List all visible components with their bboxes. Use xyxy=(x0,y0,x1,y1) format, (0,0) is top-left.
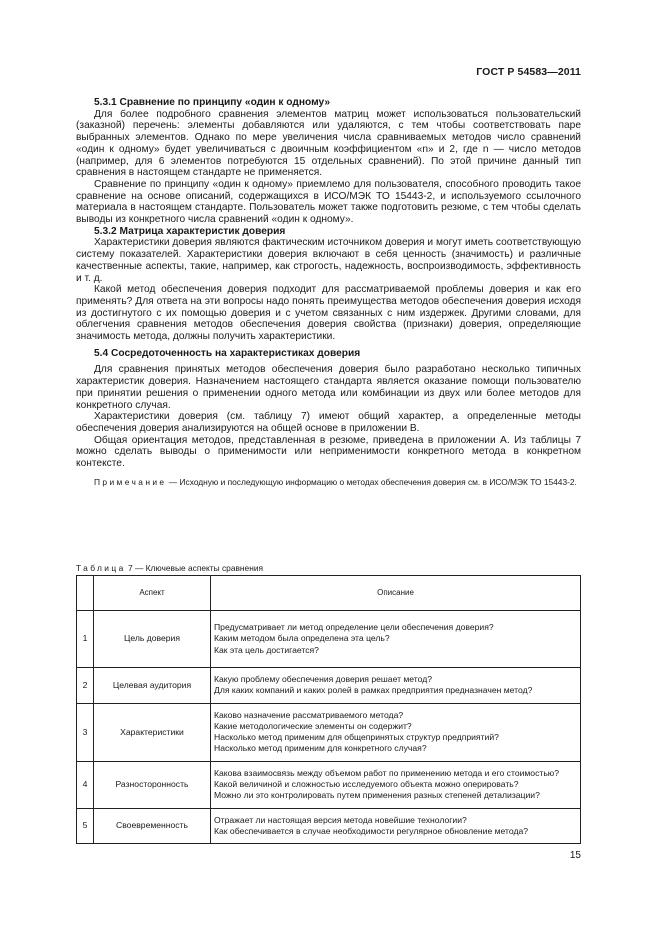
header-aspect: Аспект xyxy=(94,576,211,611)
section-5-4-paragraph-3: Общая ориентация методов, представленная в резюме, приведена в приложении А. Из таблицы 7 можно сделать выводы о применимости или неприменимости конкретного метода в конкретном контексте. xyxy=(76,434,581,470)
note xyxy=(76,477,581,488)
description-line: Как обеспечивается в случае необходимости регулярное обновление метода? xyxy=(214,825,529,836)
section-5-3-2-paragraph-1: Характеристики доверия являются фактическим источником доверия и могут иметь соответствующую систему показателей. Характеристики доверия включают в себя ценность (значимость) и различные качественные аспекты, такие, например, как строгость, надежность, воспроизводимость, эффективность и т. д. xyxy=(76,237,581,284)
description-line: Какой величиной и сложностью исследуемого объекта можно оперировать? xyxy=(214,779,519,790)
row-description xyxy=(211,668,581,704)
comparison-table xyxy=(76,575,581,844)
row-aspect: Цель доверия xyxy=(94,611,211,668)
row-num: 4 xyxy=(77,761,94,808)
description-line: Какую проблему обеспечения доверия решает метод? xyxy=(214,674,433,684)
description-line: Каково назначение рассматриваемого метода? xyxy=(214,709,404,720)
row-num: 1 xyxy=(77,611,94,668)
table-row xyxy=(77,703,581,761)
row-num: 3 xyxy=(77,703,94,761)
table-row xyxy=(77,808,581,844)
row-aspect: Целевая аудитория xyxy=(94,668,211,704)
section-5-3-1-paragraph-2: Сравнение по принципу «один к одному» приемлемо для пользователя, способного проводить такое сравнение на основе описаний, содержащихся в ИСО/МЭК ТО 15443-2, и используемого ссылочного материала в настоящем стандарте. Пользователь может также подготовить резюме, с тем чтобы сделать выводы из конкретного числа сравнений «один к одному». xyxy=(76,178,581,226)
table-row xyxy=(77,668,581,704)
note-label: Примечание xyxy=(94,476,167,487)
row-num: 5 xyxy=(77,808,94,844)
row-aspect: Разносторонность xyxy=(94,761,211,808)
table-row xyxy=(77,761,581,808)
row-aspect: Характеристики xyxy=(94,703,211,761)
table-caption-text: 7 — Ключевые аспекты сравнения xyxy=(125,563,264,573)
section-5-4-title: 5.4 Сосредоточенность на характеристиках доверия xyxy=(94,347,361,359)
body-text xyxy=(76,97,581,487)
table-caption xyxy=(76,563,263,573)
row-description xyxy=(211,611,581,668)
description-line: Предусматривает ли метод определение цели обеспечения доверия? xyxy=(214,622,494,633)
row-description xyxy=(211,761,581,808)
description-line: Для каких компаний и каких ролей в рамках предприятия предназначен метод? xyxy=(214,685,533,696)
description-line: Насколько метод применим для общепринятых структур предприятий? xyxy=(214,732,499,743)
table-row xyxy=(77,611,581,668)
row-description xyxy=(211,703,581,761)
description-line: Какова взаимосвязь между объемом работ по применению метода и его стоимостью? xyxy=(214,767,560,778)
description-line: Можно ли это контролировать путем применения разных степеней детализации? xyxy=(214,790,540,801)
description-line: Отражает ли настоящая версия метода новейшие технологии? xyxy=(214,814,467,825)
description-line: Каким методом была определена эта цель? xyxy=(214,633,390,644)
header-num xyxy=(77,576,94,611)
section-5-3-2-title: 5.3.2 Матрица характеристик доверия xyxy=(94,225,286,237)
document-id-header: ГОСТ Р 54583—2011 xyxy=(476,66,581,78)
row-aspect: Своевременность xyxy=(94,808,211,844)
section-5-3-1-title: 5.3.1 Сравнение по принципу «один к одному» xyxy=(94,97,331,108)
description-line: Насколько метод применим для конкретного случая? xyxy=(214,743,427,754)
row-description xyxy=(211,808,581,844)
description-line: Как эта цель достигается? xyxy=(214,644,319,655)
section-5-3-2-paragraph-2: Какой метод обеспечения доверия подходит для рассматриваемой проблемы доверия и как его применять? Для ответа на эти вопросы надо понять преимущества методов обеспечения доверия исходя из достигнутого с их помощью доверия и с учетом связанных с ним издержек. Другими словами, для облегчения сравнения методов обеспечения доверия свойства (признаки) доверия, определяющие значимость метода, должны получить характеристики. xyxy=(76,284,581,343)
row-num: 2 xyxy=(77,668,94,704)
page-number: 15 xyxy=(569,850,581,861)
table-caption-label: Таблица xyxy=(76,563,126,573)
section-5-4-paragraph-2: Характеристики доверия (см. таблицу 7) имеют общий характер, а определенные методы обеспечения доверия анализируются на общей основе в приложении В. xyxy=(76,411,581,434)
description-line: Какие методологические элементы он содержит? xyxy=(214,720,412,731)
section-5-3-1-paragraph-1: Для более подробного сравнения элементов матриц может использоваться пользовательский (заказной) перечень: элементы добавляются или удаляются, с тем чтобы соответствовать паре выбранных элементов. Однако по мере увеличения числа сравниваемых методов число сравнений «один к одному» будет увеличиваться с двоичным коэффициентом «n» и 2, где n — число методов (например, для 6 элементов потребуются 15 отдельных сравнений). По этой причине данный тип сравнения в настоящем стандарте не применяется. xyxy=(76,108,581,179)
section-5-4-paragraph-1: Для сравнения принятых методов обеспечения доверия было разработано несколько типичных характеристик доверия. Назначением настоящего стандарта является оказание помощи пользователю при принятии решения о применении одного метода или комбинации из двух или более методов для конкретного случая. xyxy=(76,364,581,411)
table-header-row xyxy=(77,576,581,611)
note-text: — Исходную и последующую информацию о методах обеспечения доверия см. в ИСО/МЭК ТО 15443-2. xyxy=(166,476,577,487)
header-description: Описание xyxy=(211,576,581,611)
